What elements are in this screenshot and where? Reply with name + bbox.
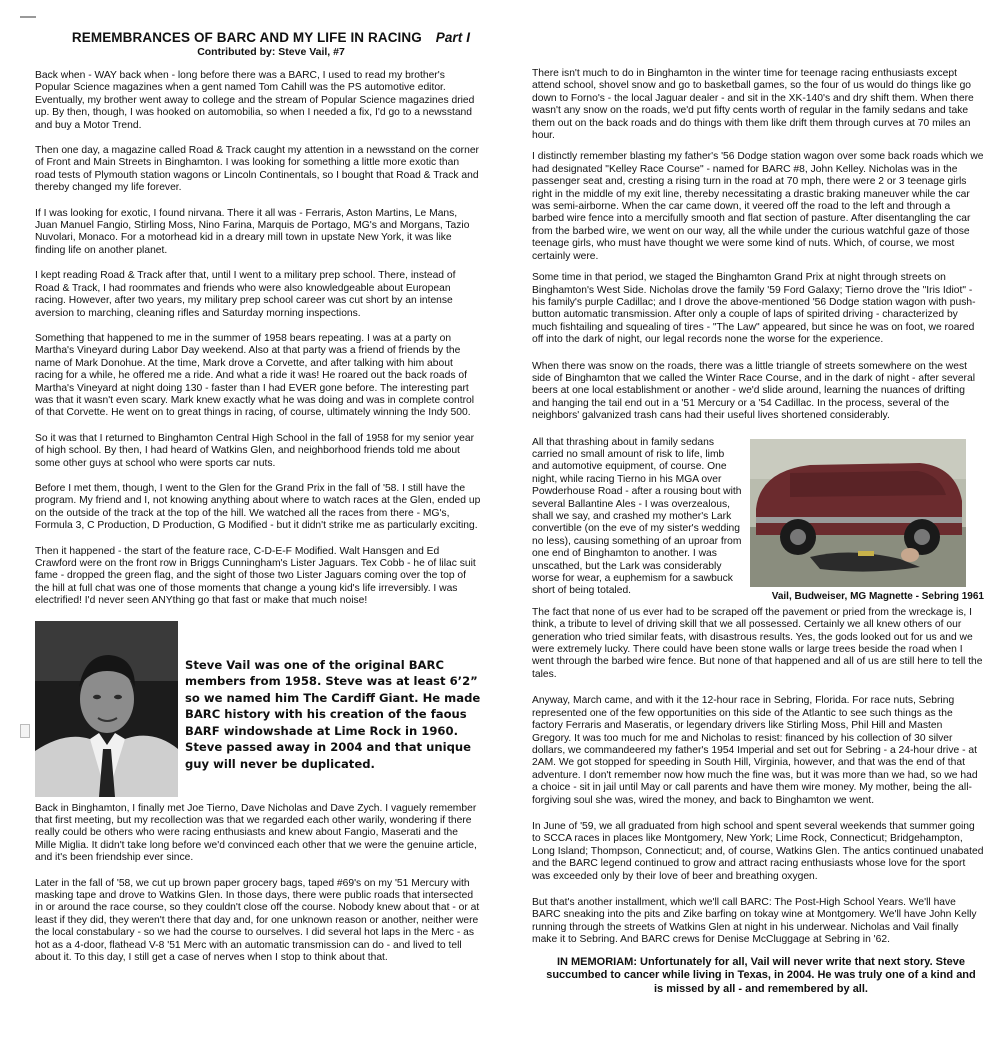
- paragraph: All that thrashing about in family sedans carried no small amount of risk to life, limb and automotive equipment, of course. One night, while racing Tierno in his MGA over Powderhouse Road - after a rousing bout with several Ballantine Ales - I was overzealous, shall we say, and crashed my mother's Lark convertible (on the eve of my sister's wedding no less), causing something of an uproar from one end of Binghamton to another. I was unscathed, but the Lark was considerably worse for wear, a euphemism for a sawbuck short of being totaled.: [532, 436, 742, 597]
- page-edge-handle: [20, 724, 30, 738]
- paragraph: When there was snow on the roads, there was a little triangle of streets somewhere on the west side of Binghamton that we called the Winter Race Course, and in the dark of night - after several beers at one local establishment or another - we'd slide around, learning the nuances of drifting and hanging the tail end out in a '51 Mercury or a '54 Cadillac. In the process, several of the neighbors' galvanized trash cans had their useful lives shortened considerably.: [532, 360, 976, 422]
- left-column: [35, 70, 482, 978]
- article-header: [36, 30, 506, 58]
- paragraph: Before I met them, though, I went to the Glen for the Grand Prix in the fall of '58. I still have the program. My friend and I, not knowing anything about where to watch races at the Glen, ended up on the outside of the track at the top of the hill. We watched all the races from there - MG's, Formula 3, C Production, D Production, G Modified - but it didn't strike me as particularly exciting.: [35, 482, 481, 532]
- photo-caption: Vail, Budweiser, MG Magnette - Sebring 1961: [771, 590, 984, 602]
- paragraph: If I was looking for exotic, I found nirvana. There it all was - Ferraris, Aston Martins, Le Mans, Juan Manuel Fangio, Stirling Moss, Nino Farina, Marquis de Portago, MG's and Morgans, Tazio Nuvolari, Monaco. For a motorhead kid in a dreary mill town in upstate New York, it was like finding life on another planet.: [35, 207, 470, 256]
- part-label: Part I: [435, 30, 471, 45]
- paragraph: Then one day, a magazine called Road & Track caught my attention in a newsstand on the corner of Front and Main Streets in Binghamton. I was looking for something a little more exotic than road tests of Plymouth station wagons or Lincoln Continentals, so I bought that Road & Track and thereby changed my life forever.: [35, 145, 479, 194]
- paragraph: Something that happened to me in the summer of 1958 bears repeating. I was at a party on Martha's Vineyard during Labor Day weekend. Also at that party was a friend of friends by the name of Mark Donohue. At the time, Mark drove a Corvette, and after talking with him about racing for a while, he offered me a ride. And what a ride it was! He roared out the back roads of Martha's Vineyard at night doing 130 - faster than I had EVER gone before. The interesting part was that it wasn't even scary. Mark knew exactly what he was doing and was in complete control of that Corvette. He went on to great things in racing, of course, ultimately winning the Indy 500.: [35, 332, 475, 419]
- paragraph: I kept reading Road & Track after that, until I went to a military prep school. There, instead of Road & Track, I had roommates and friends who were also knowledgeable about European racing. However, after two years, my military prep school career was cut short by an intense aversion to marching, cleaning rifles and Saturday morning inspections.: [35, 270, 456, 319]
- paragraph: I distinctly remember blasting my father's '56 Dodge station wagon over some back roads which we had designated "Kelley Race Course" - named for BARC #8, John Kelley. Nicholas was in the passenger seat and, cresting a rising turn in the road at 70 mph, there were 2 or 3 teenage girls right in the middle of my exit line, thereby necessitating a drastic braking maneuver while the car was semi-airborne. When the car came down, it veered off the road to the left and through a barbed wire fence into a mercifully smooth and flat section of pasture. After disentangling the car from the barbed wire, we went on our way, all the while under the curious watchful gaze of those teenage girls, who must have thought we were some kind of nuts. Which, of course, we most certainly were.: [532, 151, 984, 262]
- car-figure: [750, 439, 984, 602]
- paragraph: In June of '59, we all graduated from high school and spent several weekends that summer going to SCCA races in places like Montgomery, New York; Lime Rock, Connecticut; Bridgehampton, Long Island; Thompson, Connecticut; and, of course, Watkins Glen. The antics continued unabated and the BARC legend continued to grow and attract racing enthusiasts whose love for the sport was exceeded only by their love of beer and breathing oxygen.: [532, 820, 984, 882]
- paragraph: Later in the fall of '58, we cut up brown paper grocery bags, taped #69's on my '51 Mercury with masking tape and drove to Watkins Glen. In those days, there were public roads that intersected in or around the race course, so they couldn't close off the course. Nobody knew about that - or at least if they did, they weren't there that day and, for one unknown reason or another, neither were the local constabulary - so we had the course to ourselves. I did several hot laps in the Merc - as hot as a 4-door, flathead V-8 '51 Merc with an automatic transmission can do - and lived to tell about it. To this day, I still get a case of nerves when I stop to think about that.: [35, 877, 480, 964]
- title-text: REMEMBRANCES OF BARC AND MY LIFE IN RACING: [71, 30, 422, 45]
- page-corner-mark: [20, 16, 36, 18]
- steve-vail-portrait: [35, 621, 178, 797]
- byline: Contributed by: Steve Vail, #7: [197, 46, 345, 58]
- paragraph: Anyway, March came, and with it the 12-hour race in Sebring, Florida. For race nuts, Sebring represented one of the few opportunities on this side of the Atlantic to see such things as the factory Ferraris and Maseratis, or legendary drivers like Stirling Moss, Phil Hill and Masten Gregory. It was too much for me and Nicholas to resist: financed by his collection of 30 silver dollars, we commandeered my father's 1954 Imperial and set out for Sebring - a 24-hour drive - at 2AM. We got stopped for speeding in South Hill, Virginia, however, and that was the end of that adventure. I don't remember now how much the fine was, but it was more than we had, so we had a choice - sit in jail until May or call parents and have them wire money. My mother, being the all-forgiving soul she was, wired the money, and back to Binghamton we went.: [532, 695, 978, 806]
- bio-box: [35, 621, 482, 799]
- paragraph: So it was that I returned to Binghamton Central High School in the fall of 1958 for my senior year of high school. By then, I had heard of Watkins Glen, and neighborhood friends told me about some other guys at school who were sports car nuts.: [35, 432, 474, 469]
- paragraph: But that's another installment, which we'll call BARC: The Post-High School Years. We'll have BARC sneaking into the pits and Zike barfing on tokay wine at Montgomery. We'll have John Kelly running through the streets of Watkins Glen at night in his underwear. Nicholas and Vail finally make it to Sebring. And BARC crews for Denise McCluggage at Sebring in '62.: [532, 896, 977, 946]
- photo-block: [532, 437, 984, 607]
- right-column: [532, 68, 984, 996]
- paragraph: Back in Binghamton, I finally met Joe Tierno, Dave Nicholas and Dave Zych. I vaguely remember that first meeting, but my recollection was that we regarded each other warily, wondering if there really could be others who were racing enthusiasts and knew about Fangio, Maserati and the Mille Miglia. It didn't take long before we'd convinced each other that we were the genuine article, and it's been friendship ever since.: [35, 802, 477, 864]
- car-crash-photo: [750, 439, 966, 587]
- paragraph: Back when - WAY back when - long before there was a BARC, I used to read my brother's Popular Science magazines when a gent named Tom Cahill was the PS automotive editor. Eventually, my brother went away to college and the stream of Popular Science magazines dried up. By then, though, I was hooked on automobilia, so when I needed a fix, I'd go to a newsstand and buy a Motor Trend.: [35, 70, 475, 131]
- paragraph: Some time in that period, we staged the Binghamton Grand Prix at night through streets on Binghamton's West Side. Nicholas drove the family '59 Ford Galaxy; Tierno drove the "Iris Idiot" - his family's purple Cadillac; and I drove the above-mentioned '56 Dodge station wagon with push-button automatic transmission. After only a couple of laps of spirited driving - characterized by much fishtailing and squealing of tires - "The Law" appeared, but since he was on foot, we roared off into the dark of night, our legal records none the worse for the experience.: [532, 272, 976, 346]
- paragraph: The fact that none of us ever had to be scraped off the pavement or pried from the wreckage is, I think, a tribute to level of driving skill that we all possessed. Certainly we all knew others of our generation who tried similar feats, with disastrous results. Yes, the gods looked out for us and we were extremely lucky. There could have been stone walls or large trees beside the road when I went through the barbed wire fence. But none of that happened and all of us are still here to tell the tales.: [532, 606, 983, 680]
- article-title: [36, 30, 506, 45]
- bio-text: Steve Vail was one of the original BARC members from 1958. Steve was at least 6’2” so we named him The Cardiff Giant. He made BARC history with his creation of the faous BARF windowshade at Lime Rock in 1960. Steve passed away in 2004 and that unique guy will never be duplicated.: [185, 657, 481, 771]
- in-memoriam: IN MEMORIAM: Unfortunately for all, Vail will never write that next story. Steve succumbed to cancer while living in Texas, in 2004. He was truly one of a kind and is missed by all - and remembered by all.: [546, 955, 976, 995]
- paragraph: There isn't much to do in Binghamton in the winter time for teenage racing enthusiasts except attend school, shovel snow and go to basketball games, so the four of us would do things like go down to Forno's - the local Jaguar dealer - and sit in the XK-140's and dry shift them. When there wasn't any snow on the roads, we'd put fifty cents worth of regular in the family sedans and take them out on the back roads and do things with them like drift them through curves at 70 miles an hour.: [532, 68, 974, 142]
- paragraph: Then it happened - the start of the feature race, C-D-E-F Modified. Walt Hansgen and Ed Crawford were on the front row in Briggs Cunningham's Lister Jaguars. Tex Cobb - he of lilac suit fame - dropped the green flag, and the sight of those two Lister Jaguars coming over the top of the hill at full chat was one of those moments that change a young kid's life irreversibly. I was electrified! I'd never seen ANYthing go that fast or make that much noise!: [35, 545, 476, 607]
